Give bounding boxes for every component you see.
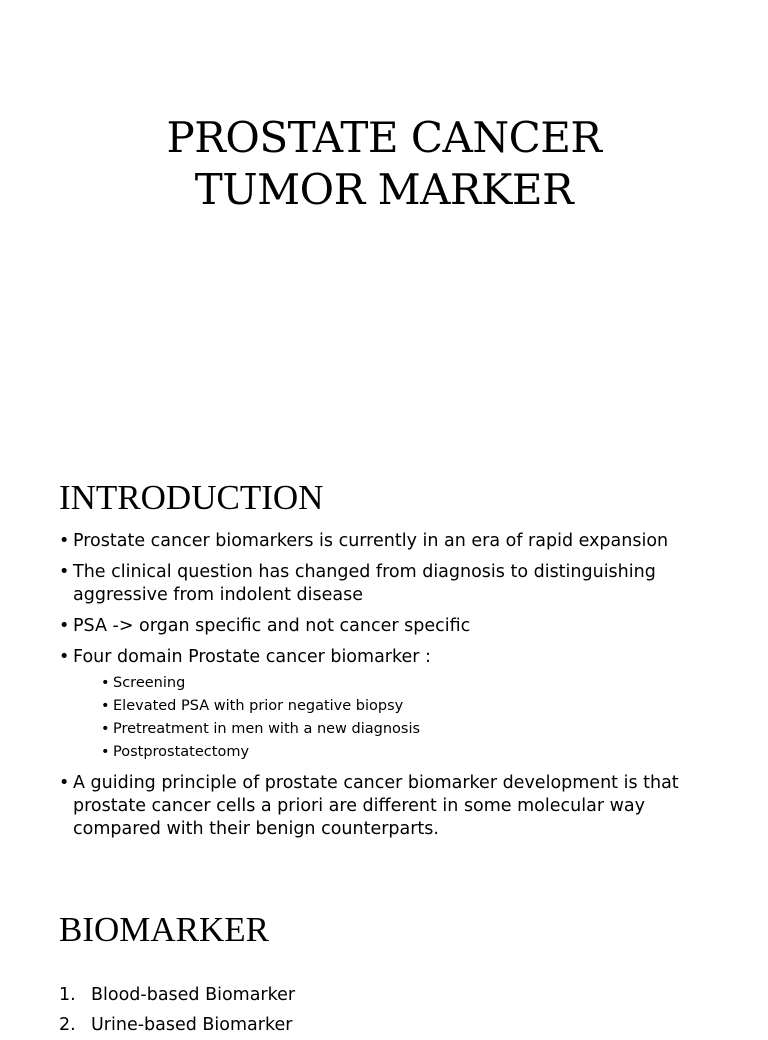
introduction-slide [0,430,768,870]
sub-bullet-item: • Elevated PSA with prior negative biopsy [101,695,719,718]
title-line-2: TUMOR MARKER [194,165,574,214]
sub-bullet-item: • Pretreatment in men with a new diagnosis [101,718,719,741]
title-slide [0,0,768,430]
presentation-title [0,112,768,216]
numbered-item [59,980,295,1010]
numbered-item [59,1010,295,1040]
domain-sub-bullet-list [73,672,719,764]
item-number: 2. [59,1015,76,1035]
bullet-item: • Prostate cancer biomarkers is currently in an era of rapid expansion [59,530,719,553]
introduction-heading: INTRODUCTION [59,478,324,517]
item-text: Urine-based Biomarker [91,1015,293,1035]
biomarker-numbered-list [59,980,295,1040]
biomarker-heading: BIOMARKER [59,910,270,949]
sub-bullet-item: • Screening [101,672,719,695]
bullet-item: • The clinical question has changed from diagnosis to distinguishing aggressive from indolent disease [59,561,719,607]
bullet-item-with-sublist [59,646,719,764]
title-line-1: PROSTATE CANCER [166,113,602,162]
item-number: 1. [59,985,76,1005]
introduction-bullet-list [59,530,719,849]
sub-bullet-item: • Postprostatectomy [101,741,719,764]
item-text: Blood-based Biomarker [91,985,296,1005]
bullet-text: Four domain Prostate cancer biomarker : [73,647,431,667]
bullet-item: • A guiding principle of prostate cancer biomarker development is that prostate cancer cells a priori are different in some molecular way compared with their benign counterparts. [59,772,719,841]
bullet-item: • PSA -> organ specific and not cancer specific [59,615,719,638]
biomarker-slide [0,870,768,1035]
